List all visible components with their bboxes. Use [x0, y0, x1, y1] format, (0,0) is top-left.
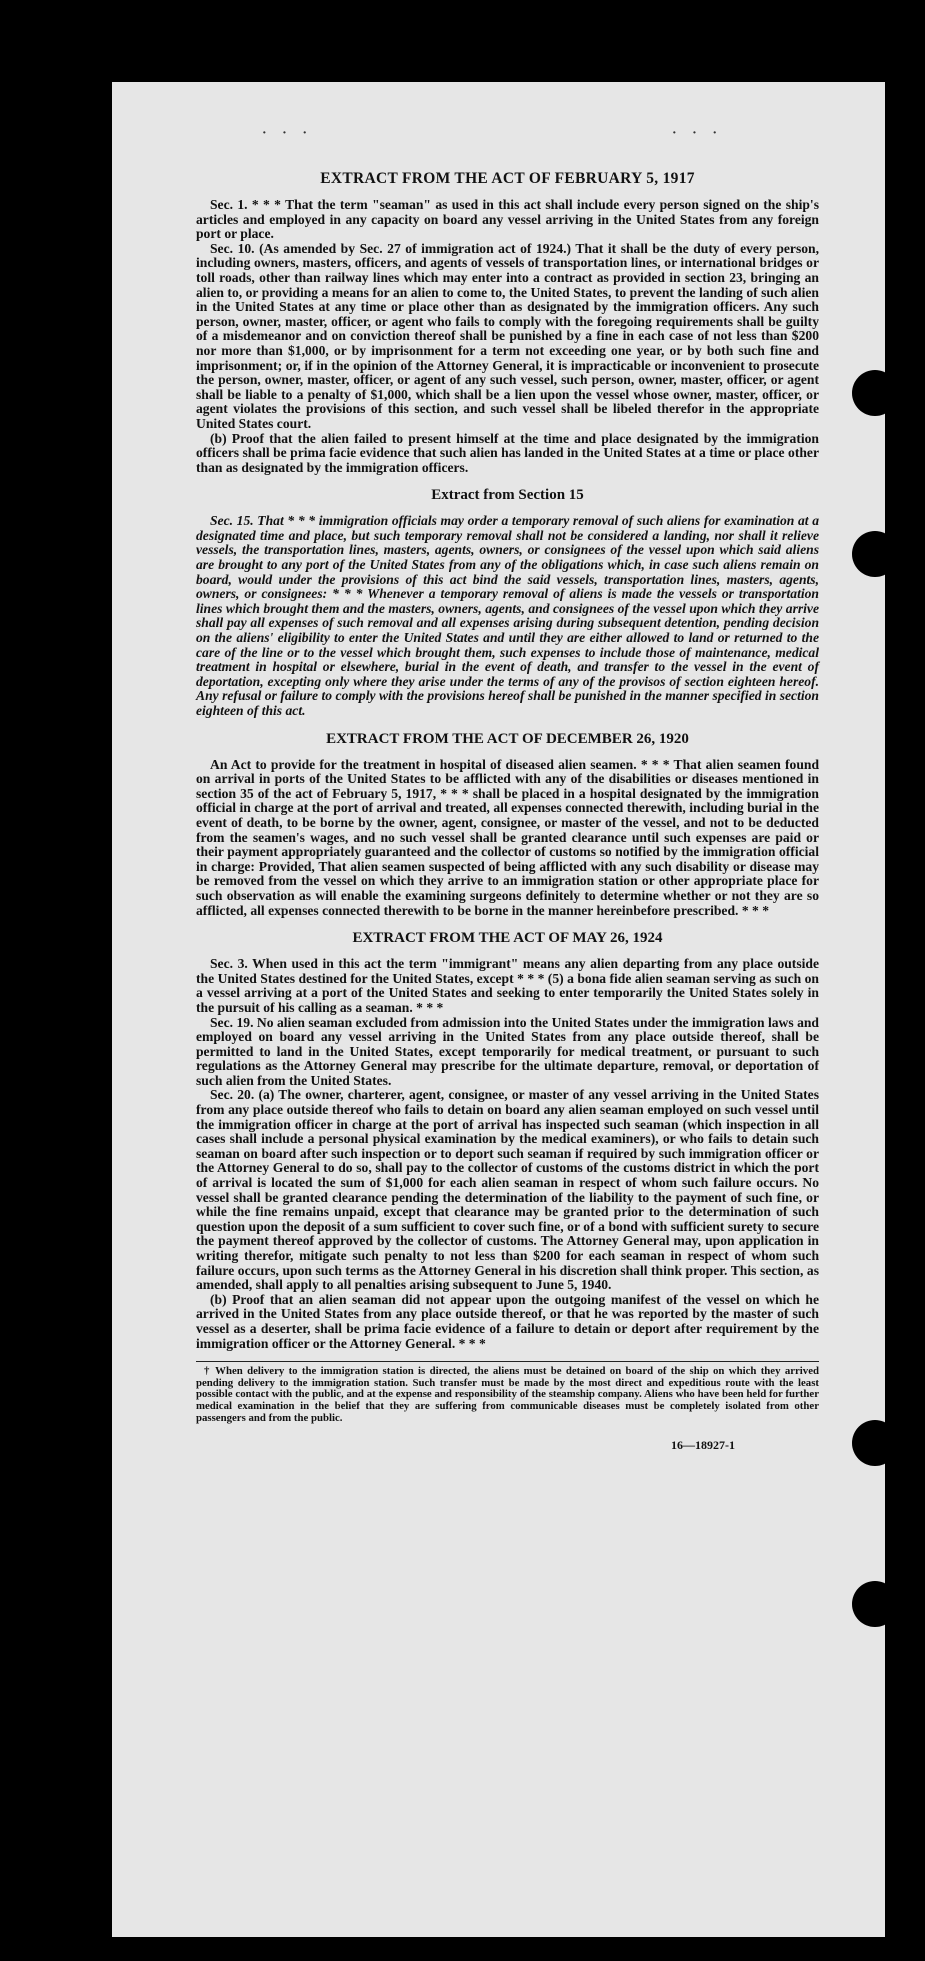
footnote	[196, 1361, 819, 1424]
punch-hole	[852, 1581, 898, 1627]
paragraph-sec-19: Sec. 19. No alien seaman excluded from admission into the United States under the immigration laws and employed on board any vessel arriving in the United States from any place outside thereof, shall be permitted to land in the United States, except temporarily for medical treatment, or pursuant to such regulations as the Attorney General may prescribe for the ultimate departure, removal, or deportation of such alien from the United States.	[196, 1014, 819, 1088]
section-body-section-15	[196, 514, 819, 718]
header-marks	[112, 126, 885, 141]
paragraph-sec-15: Sec. 15. That * * * immigration officials may order a temporary removal of such aliens for examination at a designated time and place, but such temporary removal shall not be considered a landing, nor shall it relieve vessels, the transportation lines, masters, agents, owners, or consignees of the vessel upon which said aliens are brought to any port of the United States from any of the obligations which, in case such aliens remain on board, would under the provisions of this act bind the said vessels, transportation lines, masters, agents, owners, or consignees: * * * Whenever a temporary removal of aliens is made the vessels or transportation lines which brought them and the masters, owners, agents, and consignees of the vessel upon which they arrive shall pay all expenses of such removal and all expenses arising during subsequent detention, pending decision on the aliens' eligibility to enter the United States and until they are either allowed to land or returned to the care of the line or to the vessel which brought them, such expenses to include those of maintenance, medical treatment in hospital or elsewhere, burial in the event of death, and transfer to the vessel in the event of deportation, excepting only where they arise under the terms of any of the provisos of section eighteen hereof. Any refusal or failure to comply with the provisions hereof shall be punished in the manner specified in section eighteen of this act.	[196, 513, 819, 718]
section-title-act-1920: EXTRACT FROM THE ACT OF DECEMBER 26, 1920	[326, 730, 689, 747]
paragraph-sec-20-a: Sec. 20. (a) The owner, charterer, agent, consignee, or master of any vessel arriving in the United States from any place outside thereof who fails to detain on board any alien seaman employed on such vessel until the immigration officer in charge at the port of arrival has inspected such seaman (which inspection in all cases shall include a personal physical examination by the medical examiners), or who fails to detain such seaman on board after such inspection or to deport such seaman if required by such immigration officer or the Attorney General to do so, shall pay to the collector of customs of the customs district in which the port of arrival is located the sum of $1,000 for each alien seaman in respect of whom such failure occurs. No vessel shall be granted clearance pending the determination of the liability to the payment of such fine, or while the fine remains unpaid, except that clearance may be granted prior to the determination of such question upon the deposit of a sum sufficient to cover such fine, or of a bond with sufficient surety to secure the payment thereof approved by the collector of customs. The Attorney General may, upon application in writing therefor, mitigate such penalty to not less than $200 for each seaman in respect of whom such failure occurs, upon such terms as the Attorney General in his discretion shall think proper. This section, as amended, shall apply to all penalties arising subsequent to June 5, 1940.	[196, 1087, 819, 1293]
section-title-act-1924: EXTRACT FROM THE ACT OF MAY 26, 1924	[352, 930, 663, 947]
paragraph-sec-1: Sec. 1. * * * That the term "seaman" as used in this act shall include every person signed on the ship's articles and employed in any capacity on board any vessel arriving in the United States from any foreign port or place.	[196, 197, 819, 242]
section-body-act-1920	[196, 758, 819, 919]
header-mark-right: · · ·	[672, 126, 724, 141]
section-body-act-1917	[196, 198, 819, 475]
paragraph-act-1920: An Act to provide for the treatment in hospital of diseased alien seamen. * * * That alien seamen found on arrival in ports of the United States to be afflicted with any of the disabilities or diseases mentioned in section 35 of the act of February 5, 1917, * * * shall be placed in a hospital designated by the immigration official in charge at the port of arrival and treated, all expenses connected therewith, including burial in the event of death, to be borne by the owner, agent, consignee, or master of the vessel, and not to be deducted from the seamen's wages, and no such vessel shall be granted clearance until such expenses are paid or their payment appropriately guaranteed and the collector of customs so notified by the immigration official in charge: Provided, That alien seamen suspected of being afflicted with any such disability or disease may be removed from the vessel on which they arrive to an immigration station or other appropriate place for such observation as will enable the examining surgeons definitely to determine whether or not they are so afflicted, all expenses connected therewith to be borne in the manner hereinbefore prescribed. * * *	[196, 756, 819, 918]
punch-hole	[852, 1420, 898, 1466]
paragraph-sec-20-b: (b) Proof that an alien seaman did not appear upon the outgoing manifest of the vessel on which he arrived in the United States from any place outside thereof, or that he was reported by the master of such vessel as a deserter, shall be prima facie evidence of a failure to detain or deport after requirement by the immigration officer or the Attorney General. * * *	[196, 1291, 819, 1351]
punch-hole	[852, 531, 898, 577]
header-mark-left: · · ·	[262, 126, 314, 141]
paragraph-sec-10: Sec. 10. (As amended by Sec. 27 of immigration act of 1924.) That it shall be the duty of every person, including owners, masters, officers, and agents of vessels of transportation lines, or international bridges or toll roads, other than railway lines which may enter into a contract as provided in section 23, bringing an alien to, or providing a means for an alien to come to, the United States, to prevent the landing of such alien in the United States at any time or place other than as designated by the immigration officers. Any such person, owner, master, officer, or agent who fails to comply with the foregoing requirements shall be guilty of a misdemeanor and on conviction thereof shall be punished by a fine in each case of not less than $200 nor more than $1,000, or by imprisonment for a term not exceeding one year, or by both such fine and imprisonment; or, if in the opinion of the Attorney General, it is impracticable or inconvenient to prosecute the person, owner, master, officer, or agent of any such vessel, such person, owner, master, officer, or agent shall be liable to a penalty of $1,000, which shall be a lien upon the vessel whose owner, master, officer, or agent violates the provisions of this section, and such vessel shall be libeled therefor in the appropriate United States court.	[196, 240, 819, 431]
section-body-act-1924	[196, 957, 819, 1351]
document-page	[112, 82, 885, 1937]
paragraph-sec-3: Sec. 3. When used in this act the term "immigrant" means any alien departing from any place outside the United States destined for the United States, except * * * (5) a bona fide alien seaman serving as such on a vessel arriving at a port of the United States and seeking to enter temporarily the United States solely in the pursuit of his calling as a seaman. * * *	[196, 956, 819, 1015]
punch-hole	[852, 370, 898, 416]
form-number: 16—18927-1	[671, 1438, 735, 1453]
section-title-act-1917: EXTRACT FROM THE ACT OF FEBRUARY 5, 1917	[320, 170, 695, 187]
footnote-text: † When delivery to the immigration station is directed, the aliens must be detained on board of the ship on which they arrived pending delivery to the immigration station. Such transfer must be made by the most direct and expeditious route with the least possible contact with the public, and at the expense and responsibility of the steamship company. Aliens who have been held for further medical examination in the belief that they are suffering from communicable diseases must be completely isolated from other passengers and from the public.	[196, 1365, 819, 1424]
paragraph-sec-10-b: (b) Proof that the alien failed to present himself at the time and place designated by the immigration officers shall be prima facie evidence that such alien has landed in the United States at a time or place other than as designated by the immigration officers.	[196, 430, 819, 475]
section-title-section-15: Extract from Section 15	[431, 487, 584, 504]
